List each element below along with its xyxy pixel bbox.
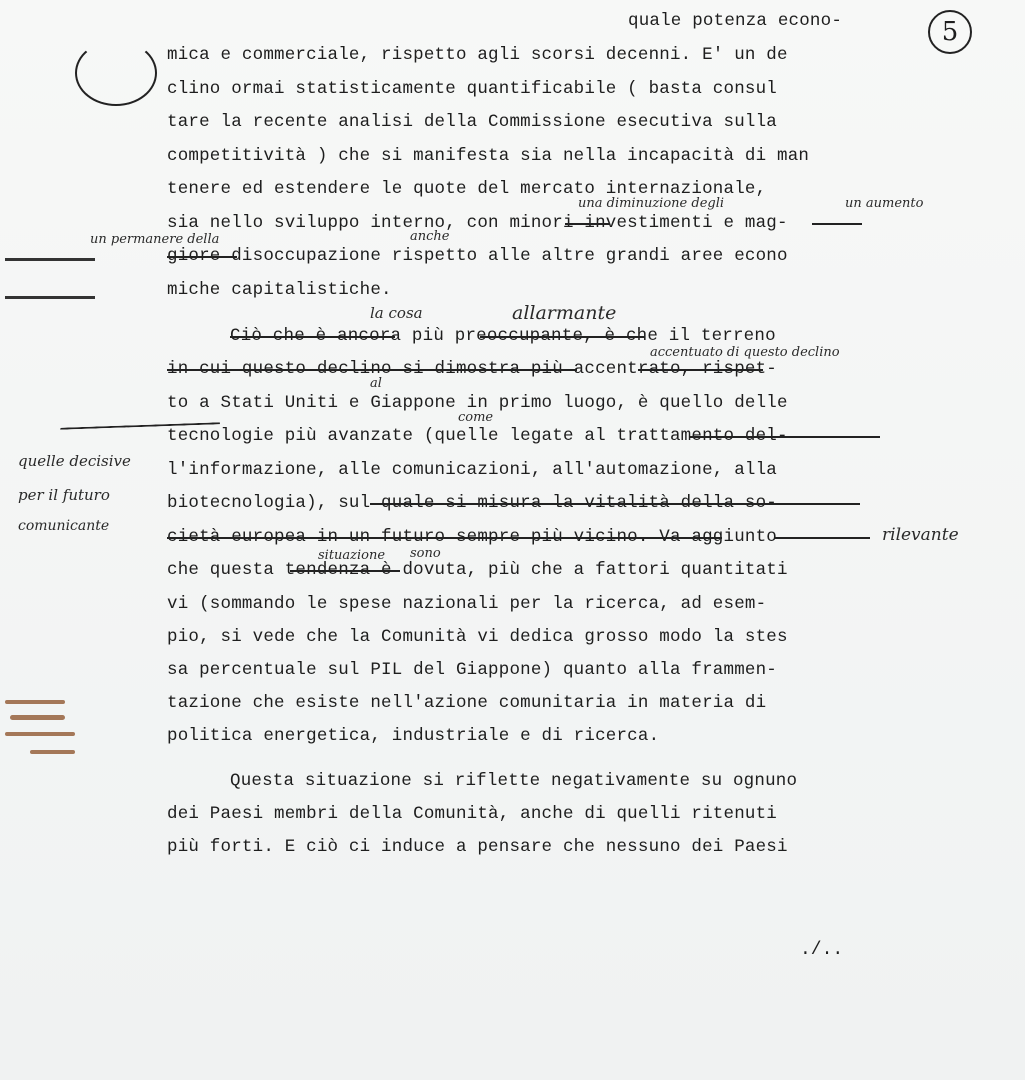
text-line: che questa tendenza è dovuta, più che a fattori quantitati [167,560,788,580]
text-line: clino ormai statisticamente quantificabile ( basta consul [167,79,777,99]
text-line: sa percentuale sul PIL del Giappone) quanto alla frammen- [167,660,777,680]
ink-stain-icon [10,715,65,720]
handwritten-note: rilevante [882,525,959,545]
text-line: quale potenza econo- [628,11,843,31]
strike-line [290,570,400,572]
strike-line [230,336,395,338]
handwritten-note: per il futuro [18,486,110,504]
handwritten-note: una diminuzione degli [578,196,725,211]
strike-line [775,537,870,539]
circle-mark-icon [75,40,157,106]
text-line: politica energetica, industriale e di ricerca. [167,726,660,746]
strike-line [167,256,237,258]
strike-line [167,369,577,371]
strike-line [167,537,722,539]
strike-line [370,503,860,505]
handwritten-note: la cosa [370,304,423,322]
ink-stain-icon [30,750,75,754]
handwritten-note: un permanere della [90,232,220,247]
margin-dash-mark-icon [5,258,95,261]
text-line: competitività ) che si manifesta sia nella incapacità di man [167,146,810,166]
handwritten-note: situazione [318,548,386,563]
text-line: in cui questo declino si dimostra più accentrato, rispet- [167,359,777,379]
handwritten-note: sono [410,546,441,561]
handwritten-note: accentuato di questo declino [650,345,840,360]
handwritten-note: anche [410,229,450,244]
text-line: vi (sommando le spese nazionali per la ricerca, ad esem- [167,594,767,614]
text-line: più forti. E ciò ci induce a pensare che nessuno dei Paesi [167,837,788,857]
text-line: tecnologie più avanzate (quelle legate al trattamento del- [167,426,788,446]
text-line: to a Stati Uniti e Giappone in primo luogo, è quello delle [167,393,788,413]
strike-line [812,223,862,225]
handwritten-note: comunicante [18,518,110,534]
handwritten-note: un aumento [845,196,924,211]
text-line: tazione che esiste nell'azione comunitaria in materia di [167,693,767,713]
margin-dash-mark-icon [5,296,95,299]
text-line: tare la recente analisi della Commissione esecutiva sulla [167,112,777,132]
text-line: biotecnologia), sul quale si misura la vitalità della so- [167,493,777,513]
text-line: cietà europea in un futuro sempre più vicino. Va aggiunto [167,527,777,547]
text-line: dei Paesi membri della Comunità, anche di quelli ritenuti [167,804,777,824]
strike-line [480,336,645,338]
handwritten-note: quelle decisive [18,452,131,470]
strike-line [690,436,880,438]
strike-line [565,223,610,225]
text-line: Questa situazione si riflette negativamente su ognuno [230,771,798,791]
continuation-mark: ./.. [800,940,844,960]
handwritten-note: allarmante [512,302,617,324]
text-line: Ciò che è ancora più preoccupante, è che il terreno [230,326,776,346]
text-line: l'informazione, alle comunicazioni, all'automazione, alla [167,460,777,480]
text-line: giore disoccupazione rispetto alle altre grandi aree econo [167,246,788,266]
text-line: pio, si vede che la Comunità vi dedica grosso modo la stes [167,627,788,647]
text-line: tenere ed estendere le quote del mercato internazionale, [167,179,767,199]
text-line: miche capitalistiche. [167,280,392,300]
ink-stain-icon [5,700,65,704]
text-line: mica e commerciale, rispetto agli scorsi decenni. E' un de [167,45,788,65]
ink-stain-icon [5,732,75,736]
handwritten-note: come [458,410,494,425]
strike-line [638,369,763,371]
page-number: 5 [928,10,972,54]
handwritten-note: al [370,376,382,391]
text-line: sia nello sviluppo interno, con minori investimenti e mag- [167,213,788,233]
